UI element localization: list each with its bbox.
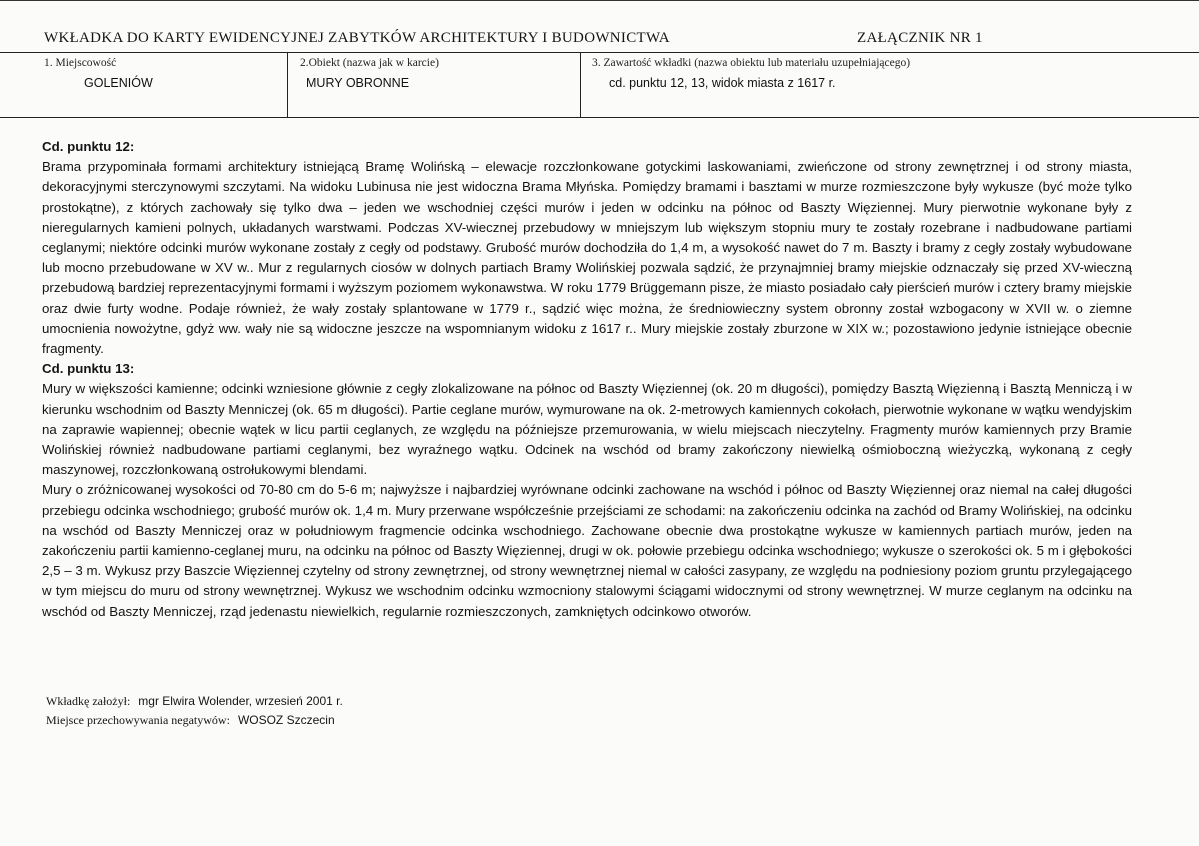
footer-author <box>46 694 343 709</box>
storage-label: Miejsce przechowywania negatywów: <box>46 713 230 727</box>
document-title: WKŁADKA DO KARTY EWIDENCYJNEJ ZABYTKÓW ARCHITEKTURY I BUDOWNICTWA <box>44 30 670 46</box>
field-locality-value: GOLENIÓW <box>84 76 153 90</box>
field-locality-label: 1. Miejscowość <box>44 57 117 69</box>
storage-value: WOSOZ Szczecin <box>237 713 335 727</box>
section-12-paragraph: Brama przypominała formami architektury istniejącą Bramę Wolińską – elewacje rozczłonkowane gotyckimi laskowaniami, zwieńczone od strony zewnętrznej i od strony miasta, dekoracyjnymi sterczynowymi szczytami. Na widoku Lubinusa nie jest widoczna Brama Młyńska. Pomiędzy bramami i basztami w murze rozmieszczone były wykusze (być może tylko prostokątne), z których zachowały się tylko dwa – jeden we wschodniej części murów i jeden w odcinku na północ od Baszty Więziennej. Mury pierwotnie wykonane były z nieregularnych kamieni polnych, układanych warstwami. Podczas XV-wiecznej przebudowy w mniejszym lub większym stopniu mury te zostały rozebrane i nadbudowane partiami ceglanymi; niektóre odcinki murów wykonane zostały z cegły od podstawy. Grubość murów dochodziła do 1,4 m, a wysokość nawet do 7 m. Baszty i bramy z cegły zostały wybudowane lub mocno przebudowane w XV w.. Mur z regularnych ciosów w dolnych partiach Bramy Wolińskiej pozwala sądzić, że przynajmniej bramy miejskie odznaczały się przed XV-wieczną przebudową bardziej reprezentacyjnymi formami i wyższym poziomem wykonawstwa. W roku 1779 Brüggemann pisze, że miasto posiadało cały pierścień murów i cztery bramy miejskie oraz dwie furty wodne. Podaje również, że wały zostały splantowane w 1779 r., sądzić więc można, że średniowieczny system obronny został wzbogacony w XVII w. o ziemne umocnienia nowożytne, gdyż ww. wały nie są widoczne jeszcze na wspomnianym widoku z 1617 r.. Mury miejskie zostały zburzone w XIX w.; pozostawiono jedynie istniejące obecnie fragmenty. <box>42 159 1132 357</box>
field-contents-label: 3. Zawartość wkładki (nazwa obiektu lub materiału uzupełniającego) <box>592 57 911 69</box>
section-heading-12: Cd. punktu 12: <box>42 139 135 154</box>
form-bottom-rule <box>0 117 1199 118</box>
author-value: mgr Elwira Wolender, wrzesień 2001 r. <box>138 694 343 708</box>
field-contents-value: cd. punktu 12, 13, widok miasta z 1617 r. <box>609 76 836 90</box>
form-divider-1 <box>287 52 288 118</box>
page-top-border <box>0 0 1199 1</box>
section-heading-13: Cd. punktu 13: <box>42 361 135 377</box>
section-13-paragraph-1: Mury w większości kamienne; odcinki wzniesione głównie z cegły zlokalizowane na północ od Baszty Więziennej (ok. 20 m długości), pomiędzy Basztą Więzienną i Basztą Menniczą i w kierunku wschodnim od Baszty Menniczej (ok. 65 m długości). Partie ceglane murów, wymurowane na ok. 2-metrowych kamiennych cokołach, pierwotnie wykonane w wątku wendyjskim na zaprawie wapiennej; obecnie wątek w licu partii ceglanych, ze względu na późniejsze przemurowania, w wielu miejscach nieczytelny. Fragmenty murów kamiennych przy Bramie Wolińskiej również nadbudowane partiami ceglanymi, bez wyraźnego wątku. Odcinek na wschód od bramy zakończony niewielką ośmioboczną wieżyczką, wykonaną z cegły maszynowej, rozczłonkowaną ostrołukowymi blendami. <box>42 381 1132 478</box>
form-top-rule <box>0 52 1199 53</box>
section-13-paragraph-2: Mury o zróżnicowanej wysokości od 70-80 cm do 5-6 m; najwyższe i najbardziej wyrównane odcinki zachowane na wschód i północ od Baszty Więziennej oraz niemal na całej długości przebiegu odcinka wschodniego; grubość murów ok. 1,4 m. Mury przerwane współcześnie przejściami ze schodami: na zakończeniu odcinka na zachód od Bramy Wolińskiej, na odcinku na wschód od Baszty Menniczej oraz w południowym fragmencie odcinka wschodniego. Zachowane obecnie dwa prostokątne wykusze w kamiennych partiach murów, jeden na zakończeniu partii kamienno-ceglanej muru, na odcinku na północ od Baszty Więziennej, drugi w ok. połowie przebiegu odcinka wschodniego; wykusze o szerokości ok. 5 m i głębokości 2,5 – 3 m. Wykusz przy Baszcie Więziennej czytelny od strony zewnętrznej, od strony wewnętrznej niemal w całości zasypany, ze względu na podniesiony poziom gruntu przylegającego w tym miejscu do muru od strony wewnętrznej. Wykusz we wschodnim odcinku wzmocniony stalowymi ściągami widocznymi od strony wewnętrznej. W murze ceglanym na odcinku na wschód od Baszty Menniczej, rząd jedenastu niewielkich, regularnie rozmieszczonych, zamkniętych odcinkowo otworów. <box>42 482 1132 619</box>
footer-storage <box>46 713 335 728</box>
author-label: Wkładkę założył: <box>46 694 131 708</box>
field-object-label: 2.Obiekt (nazwa jak w karcie) <box>300 57 439 69</box>
annex-number: ZAŁĄCZNIK NR 1 <box>857 30 983 46</box>
document-body <box>42 137 1132 622</box>
form-divider-2 <box>580 52 581 118</box>
field-object-value: MURY OBRONNE <box>306 76 410 90</box>
